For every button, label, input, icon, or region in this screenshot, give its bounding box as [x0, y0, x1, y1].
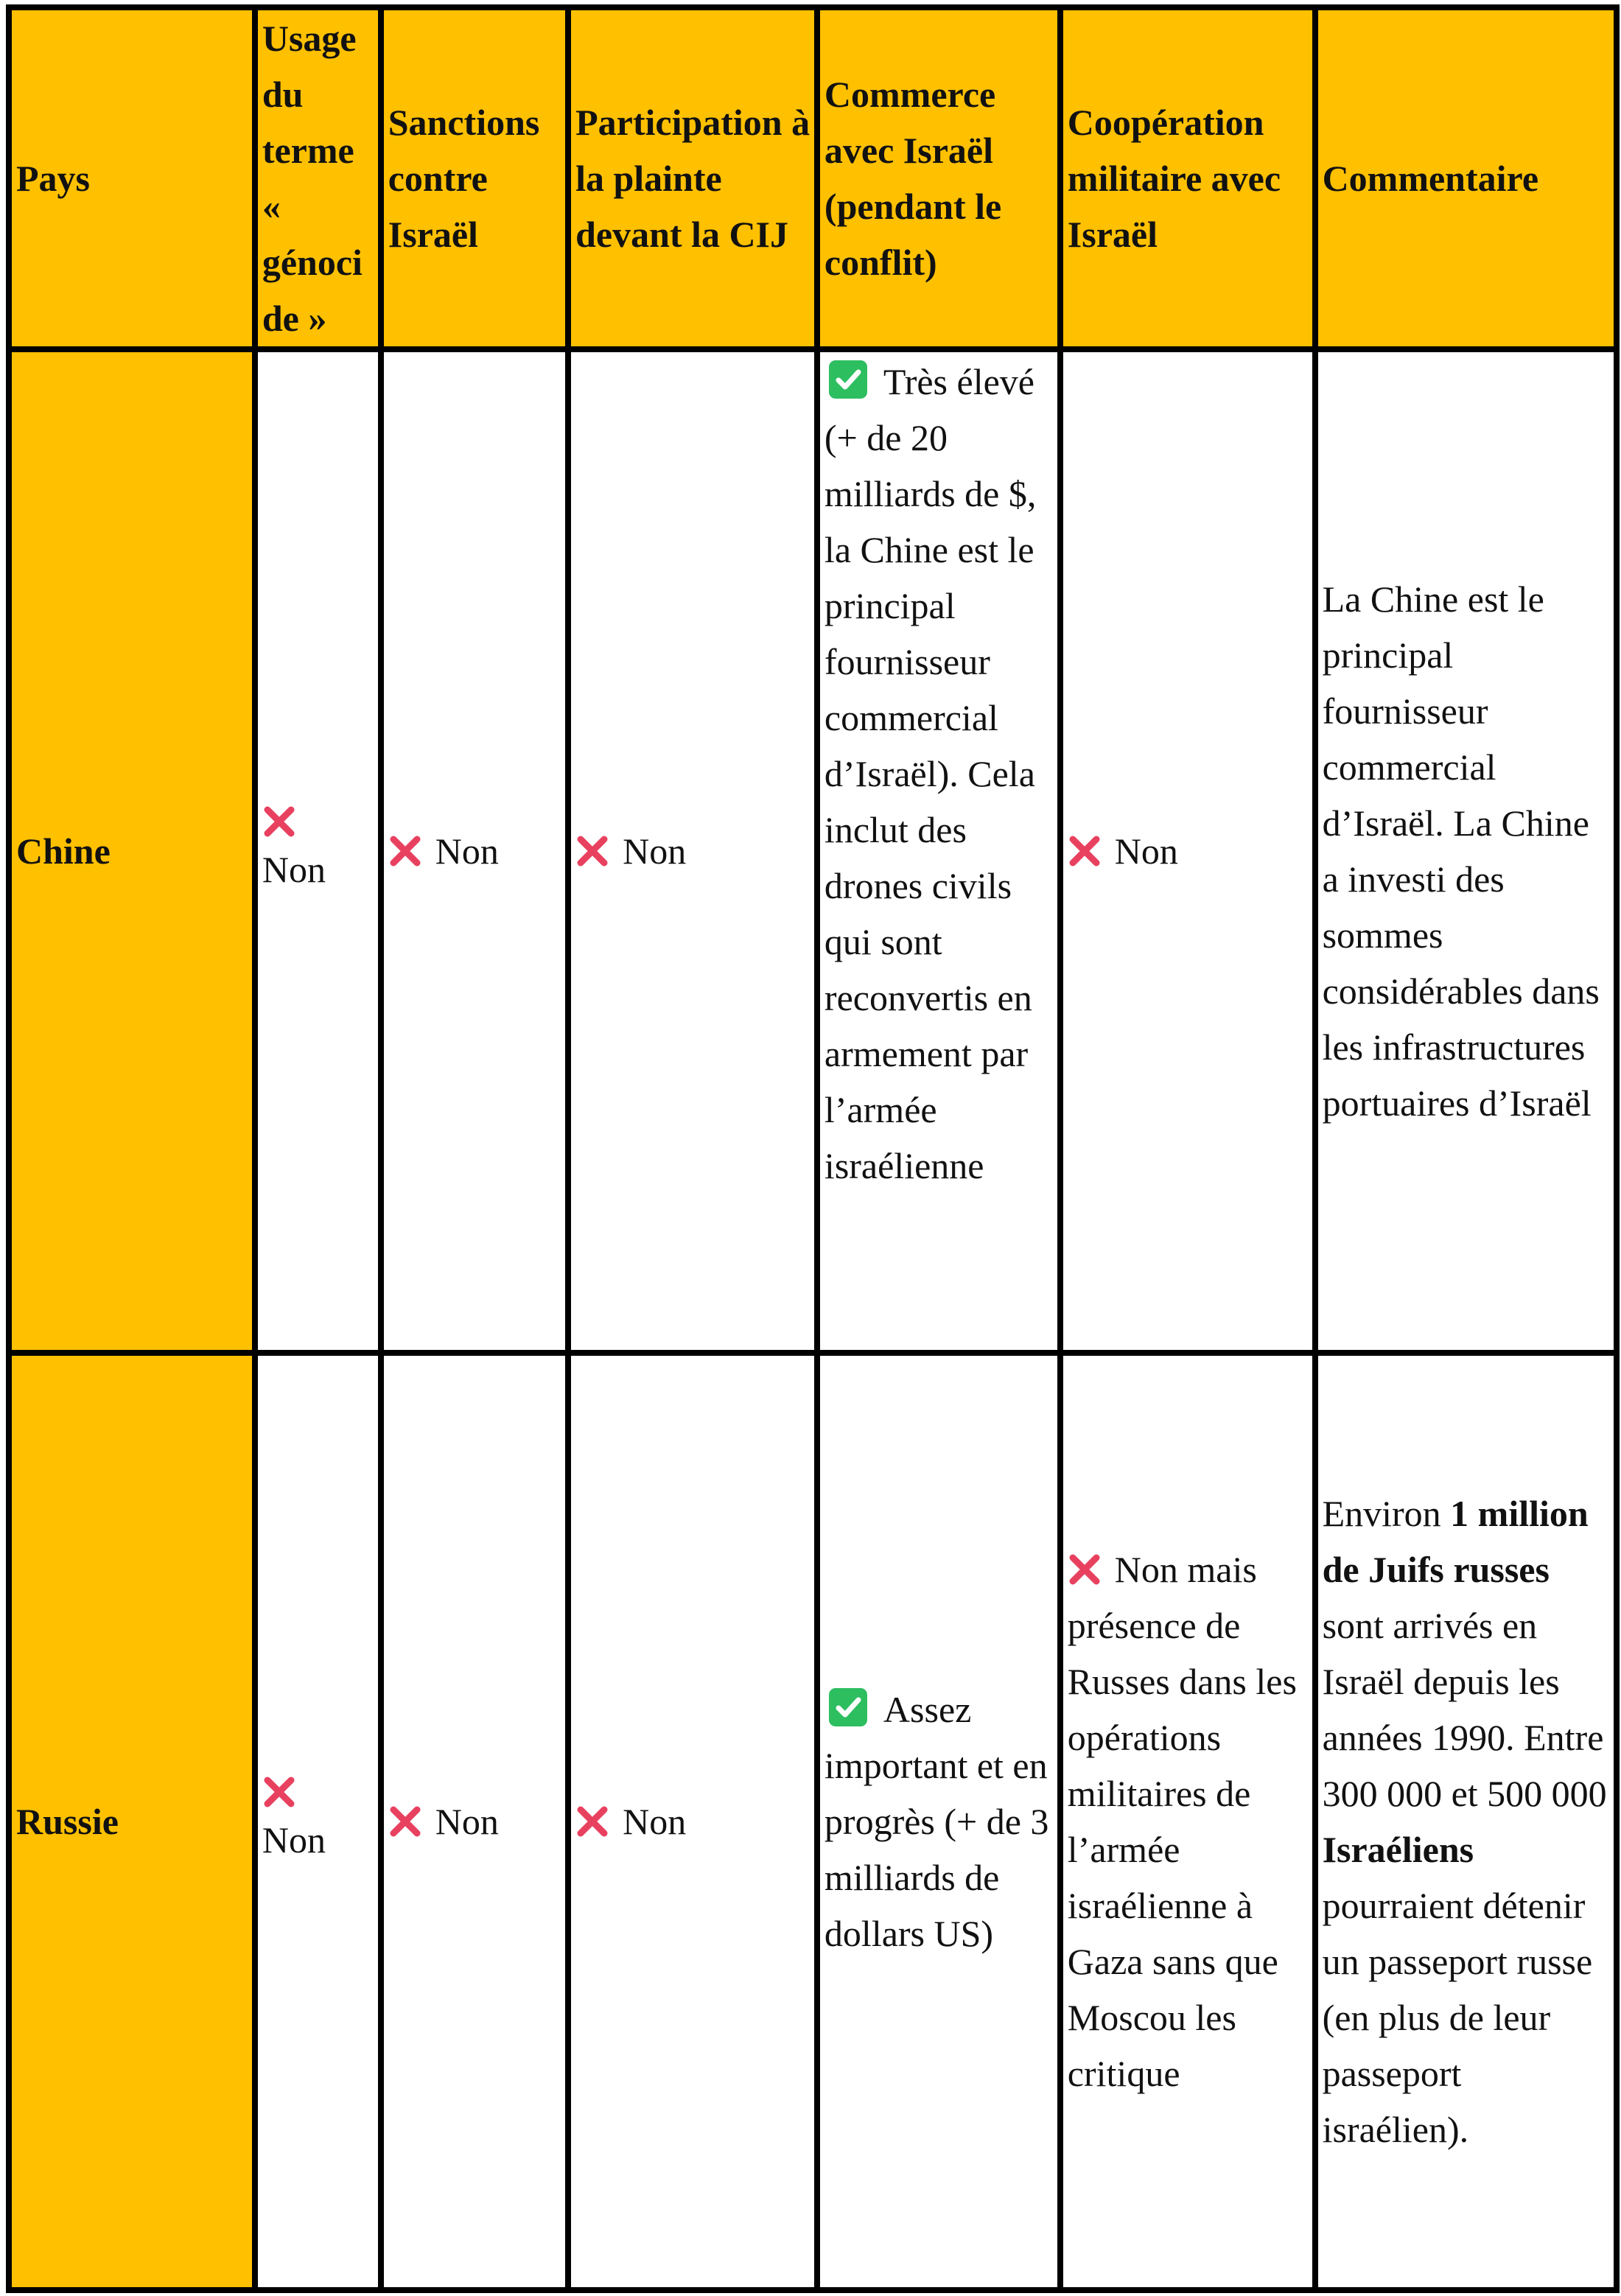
sanctions-value: Non — [435, 1801, 499, 1842]
header-militaire: Coopération militaire avec Israël — [1063, 10, 1318, 352]
sanctions-cell — [384, 352, 571, 1356]
cij-cell — [571, 352, 820, 1356]
commentaire-cell: La Chine est le principal fournisseur commercial d’Israël. La Chine a investi des sommes considérables dans les infrastructures portuaires d’Israël — [1318, 352, 1620, 1356]
commerce-cell — [820, 1356, 1063, 2293]
table-row — [12, 352, 1620, 1356]
header-commentaire: Commentaire — [1318, 10, 1620, 352]
table-row — [12, 1356, 1620, 2293]
genocide-value: Non — [262, 849, 326, 890]
genocide-cell — [258, 352, 384, 1356]
cross-mark-icon — [1068, 1553, 1102, 1586]
cij-value: Non — [623, 830, 687, 872]
check-mark-icon — [829, 1688, 867, 1726]
commerce-value: Assez important et en progrès (+ de 3 milliards de dollars US) — [824, 1689, 1049, 1954]
commentaire-cell — [1318, 1356, 1620, 2293]
cross-mark-icon — [262, 1775, 296, 1809]
header-pays: Pays — [12, 10, 258, 352]
countries-table — [6, 4, 1620, 2293]
cij-value: Non — [623, 1801, 687, 1842]
header-row — [12, 10, 1620, 352]
commentaire-bold: Israéliens — [1322, 1829, 1474, 1870]
cross-mark-icon — [575, 1805, 609, 1838]
commerce-value: Très élevé (+ de 20 milliards de $, la Chine est le principal fournisseur commercial d’Israël). Cela inclut des drones civils qui sont reconvertis en armement par l’armée israélienne — [824, 361, 1037, 1186]
cross-mark-icon — [388, 834, 422, 868]
commentaire-bold: 1 million de Juifs russes — [1322, 1493, 1589, 1590]
cross-mark-icon — [1068, 834, 1102, 868]
militaire-cell — [1063, 1356, 1318, 2293]
country-cell: Russie — [12, 1356, 258, 2293]
check-mark-icon — [829, 360, 867, 399]
header-cij: Participation à la plainte devant la CIJ — [571, 10, 820, 352]
header-commerce: Commerce avec Israël (pendant le conflit) — [820, 10, 1063, 352]
sanctions-value: Non — [435, 830, 499, 872]
cross-mark-icon — [262, 805, 296, 839]
cross-mark-icon — [388, 1805, 422, 1838]
sanctions-cell — [384, 1356, 571, 2293]
genocide-value: Non — [262, 1819, 326, 1861]
militaire-cell — [1063, 352, 1318, 1356]
header-genocide: Usage du terme « génocide » — [258, 10, 384, 352]
cij-cell — [571, 1356, 820, 2293]
cross-mark-icon — [575, 834, 609, 868]
commerce-cell — [820, 352, 1063, 1356]
country-cell: Chine — [12, 352, 258, 1356]
militaire-value: Non — [1114, 830, 1178, 872]
commentaire-text: Environ — [1322, 1493, 1451, 1534]
commentaire-text: pourraient détenir un passeport russe (en plus de leur passeport israélien). — [1322, 1885, 1593, 2150]
militaire-value: Non mais présence de Russes dans les opérations militaires de l’armée israélienne à Gaza sans que Moscou les critique — [1067, 1549, 1297, 2094]
genocide-cell — [258, 1356, 384, 2293]
header-sanctions: Sanctions contre Israël — [384, 10, 571, 352]
commentaire-text: sont arrivés en Israël depuis les années 1990. Entre 300 000 et 500 000 — [1322, 1605, 1607, 1814]
